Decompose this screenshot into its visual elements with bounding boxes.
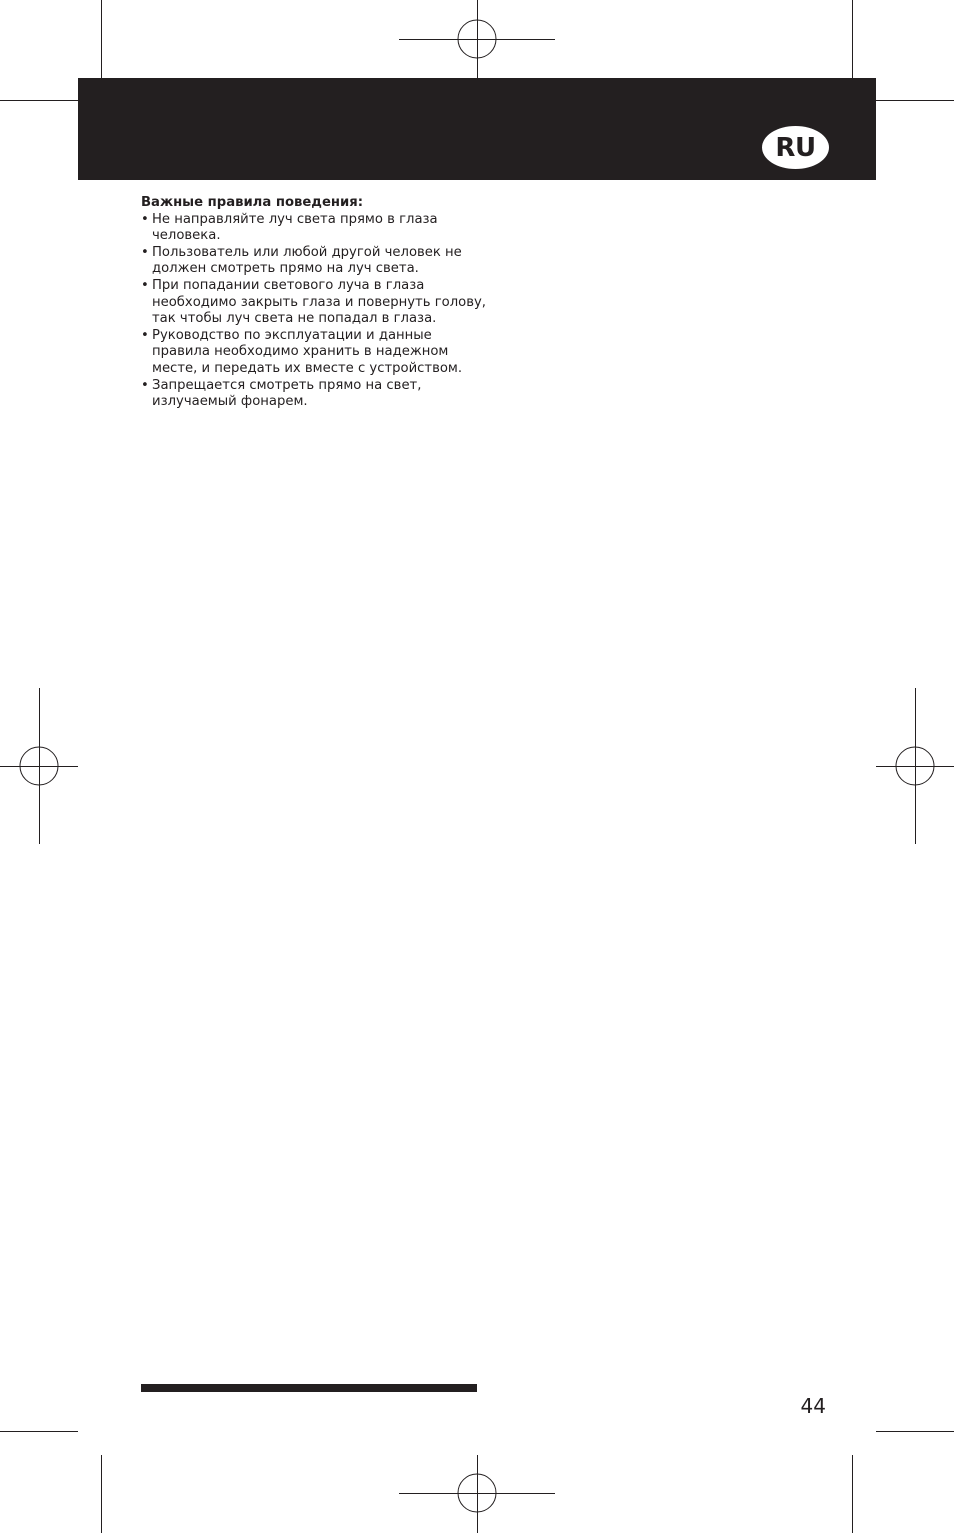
safety-rules-section — [141, 195, 486, 411]
section-title: Важные правила поведения: — [141, 195, 363, 210]
list-item: • Руководство по эксплуатации и данные правила необходимо хранить в надежном месте, и передать их вместе с устройством. — [141, 328, 486, 378]
header-band — [78, 78, 876, 180]
registration-mark-bottom — [399, 1455, 555, 1533]
registration-mark-right — [876, 688, 954, 844]
language-badge — [762, 126, 829, 169]
rules-list — [141, 212, 486, 411]
registration-mark-left — [0, 688, 78, 844]
footer-bar — [141, 1384, 477, 1392]
list-item: • Не направляйте луч света прямо в глаза человека. — [141, 212, 486, 245]
list-item: • Запрещается смотреть прямо на свет, излучаемый фонарем. — [141, 378, 486, 411]
language-badge-label: RU — [775, 132, 816, 163]
list-item: • При попадании светового луча в глаза необходимо закрыть глаза и повернуть голову, так чтобы луч света не попадал в глаза. — [141, 278, 486, 328]
registration-mark-top — [399, 0, 555, 78]
list-item: • Пользователь или любой другой человек не должен смотреть прямо на луч света. — [141, 245, 486, 278]
page-number: 44 — [800, 1394, 826, 1418]
